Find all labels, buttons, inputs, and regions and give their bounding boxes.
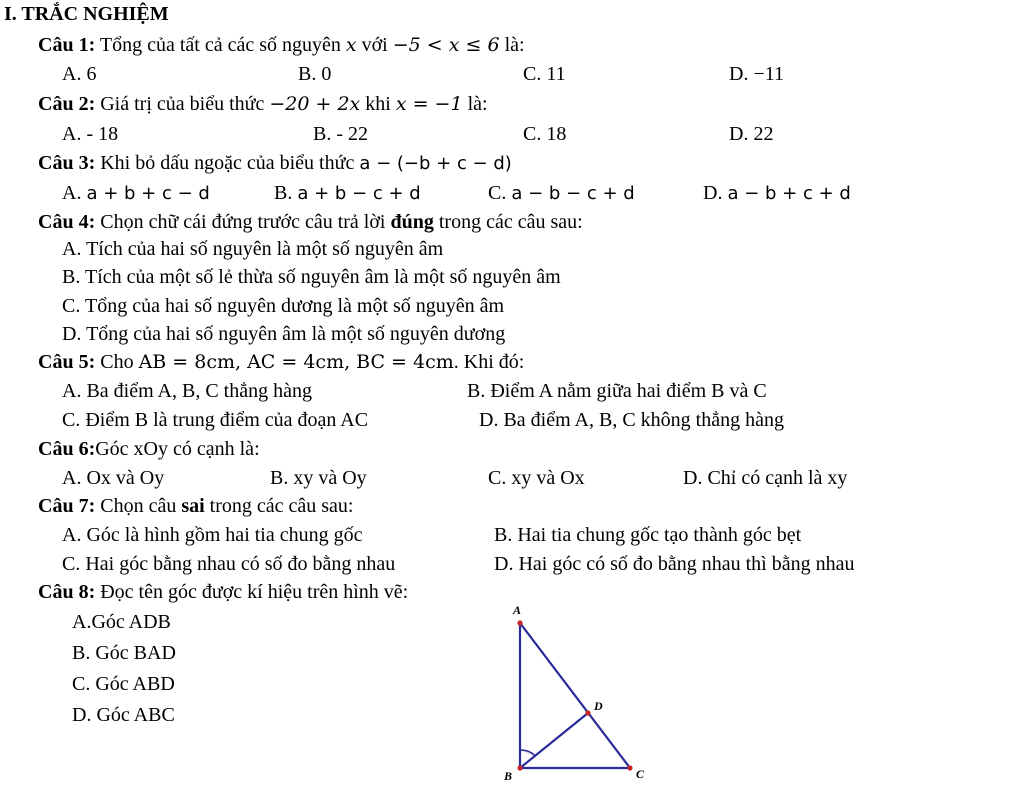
option-c[interactable] xyxy=(488,181,635,206)
option-d[interactable]: D. Tổng của hai số nguyên âm là một số nguyên dương xyxy=(62,323,506,345)
math-expression: a − (−b + c − d) xyxy=(359,153,512,174)
math-expression: a − b + c + d xyxy=(727,183,851,204)
option-b[interactable]: B. Hai tia chung gốc tạo thành góc bẹt xyxy=(494,524,802,546)
option-a[interactable]: A. Góc là hình gồm hai tia chung gốc xyxy=(62,524,363,546)
math-expression: −20 + 2x xyxy=(269,93,361,115)
question-text: là: xyxy=(462,93,488,115)
question-2 xyxy=(38,92,488,116)
label-d: D xyxy=(594,699,603,713)
question-label: Câu 8: xyxy=(38,581,96,603)
question-text: Góc xOy có cạnh là: xyxy=(95,438,260,460)
point-b xyxy=(517,765,522,770)
emphasis-word: đúng xyxy=(390,211,434,233)
question-label: Câu 3: xyxy=(38,152,96,174)
option-b[interactable]: B. 0 xyxy=(298,63,332,85)
question-text: với xyxy=(356,34,393,56)
question-text: Cho xyxy=(95,351,139,373)
math-var: x xyxy=(345,34,357,56)
option-b[interactable]: B. Góc BAD xyxy=(72,642,176,664)
option-b[interactable]: B. Tích của một số lẻ thừa số nguyên âm là một số nguyên âm xyxy=(62,266,561,288)
option-a[interactable]: A.Góc ADB xyxy=(72,611,171,633)
question-text: Giá trị của biểu thức xyxy=(95,93,270,115)
option-d[interactable]: D. Ba điểm A, B, C không thẳng hàng xyxy=(479,409,784,431)
option-d[interactable]: D. Chỉ có cạnh là xy xyxy=(683,467,848,489)
option-d[interactable]: D. Hai góc có số đo bằng nhau thì bằng nhau xyxy=(494,553,855,575)
option-b[interactable]: B. - 22 xyxy=(313,123,368,145)
option-d[interactable]: D. −11 xyxy=(729,63,784,85)
question-label: Câu 2: xyxy=(38,93,96,115)
question-label: Câu 6: xyxy=(38,438,96,460)
option-a[interactable]: A. Ox và Oy xyxy=(62,467,165,489)
question-text: trong các câu sau: xyxy=(204,495,354,517)
question-text: Khi bỏ dấu ngoặc của biểu thức xyxy=(95,152,360,174)
emphasis-word: sai xyxy=(181,495,205,517)
question-label: Câu 4: xyxy=(38,211,96,233)
question-text: Tổng của tất cả các số nguyên xyxy=(95,34,346,56)
question-label: Câu 7: xyxy=(38,495,96,517)
option-a[interactable]: A. - 18 xyxy=(62,123,119,145)
math-expression: a − b − c + d xyxy=(511,183,635,204)
option-d[interactable]: D. 22 xyxy=(729,123,774,145)
triangle-figure xyxy=(490,600,670,790)
option-a[interactable]: A. 6 xyxy=(62,63,97,85)
option-c[interactable]: C. Tổng của hai số nguyên dương là một số nguyên âm xyxy=(62,295,505,317)
question-5 xyxy=(38,350,524,374)
question-7 xyxy=(38,494,354,518)
point-d xyxy=(585,710,590,715)
option-letter: A. xyxy=(62,182,82,204)
point-c xyxy=(627,765,632,770)
question-label: Câu 5: xyxy=(38,351,96,373)
math-expression: −5 < x ≤ 6 xyxy=(392,34,500,56)
question-text: . Khi đó: xyxy=(453,351,525,373)
option-a[interactable] xyxy=(62,181,210,206)
label-c: C xyxy=(636,767,645,781)
question-1 xyxy=(38,33,525,57)
question-text: Chọn câu xyxy=(95,495,182,517)
option-c[interactable]: C. Hai góc bằng nhau có số đo bằng nhau xyxy=(62,553,396,575)
question-text: Chọn chữ cái đứng trước câu trả lời xyxy=(95,211,391,233)
option-letter: C. xyxy=(488,182,507,204)
question-3 xyxy=(38,151,512,176)
option-a[interactable]: A. Ba điểm A, B, C thẳng hàng xyxy=(62,380,312,402)
segment-bd xyxy=(520,713,588,768)
section-heading: I. TRẮC NGHIỆM xyxy=(4,3,169,25)
segment-ac xyxy=(520,623,630,768)
point-a xyxy=(517,620,522,625)
option-c[interactable]: C. Điểm B là trung điểm của đoạn AC xyxy=(62,409,369,431)
label-a: A xyxy=(513,603,522,617)
option-letter: D. xyxy=(703,182,723,204)
option-c[interactable]: C. 18 xyxy=(523,123,567,145)
question-4 xyxy=(38,210,583,234)
angle-mark xyxy=(520,750,535,756)
question-text: khi xyxy=(360,93,396,115)
option-b[interactable]: B. Điểm A nằm giữa hai điểm B và C xyxy=(467,380,767,402)
option-d[interactable]: D. Góc ABC xyxy=(72,704,175,726)
question-8 xyxy=(38,580,408,604)
option-b[interactable] xyxy=(274,181,421,206)
option-c[interactable]: C. Góc ABD xyxy=(72,673,175,695)
question-label: Câu 1: xyxy=(38,34,96,56)
question-text: trong các câu sau: xyxy=(433,211,583,233)
option-c[interactable]: C. 11 xyxy=(523,63,566,85)
question-6 xyxy=(38,437,260,461)
option-d[interactable] xyxy=(703,181,851,206)
label-b: B xyxy=(504,769,513,783)
math-expression: a + b + c − d xyxy=(86,183,210,204)
option-a[interactable]: A. Tích của hai số nguyên là một số nguyên âm xyxy=(62,238,444,260)
math-expression: AB = 8cm, AC = 4cm, BC = 4cm xyxy=(138,351,454,373)
option-letter: B. xyxy=(274,182,293,204)
question-text: là: xyxy=(499,34,525,56)
option-b[interactable]: B. xy và Oy xyxy=(270,467,367,489)
option-c[interactable]: C. xy và Ox xyxy=(488,467,585,489)
math-expression: x = −1 xyxy=(395,93,463,115)
question-text: Đọc tên góc được kí hiệu trên hình vẽ: xyxy=(95,581,409,603)
math-expression: a + b − c + d xyxy=(297,183,421,204)
